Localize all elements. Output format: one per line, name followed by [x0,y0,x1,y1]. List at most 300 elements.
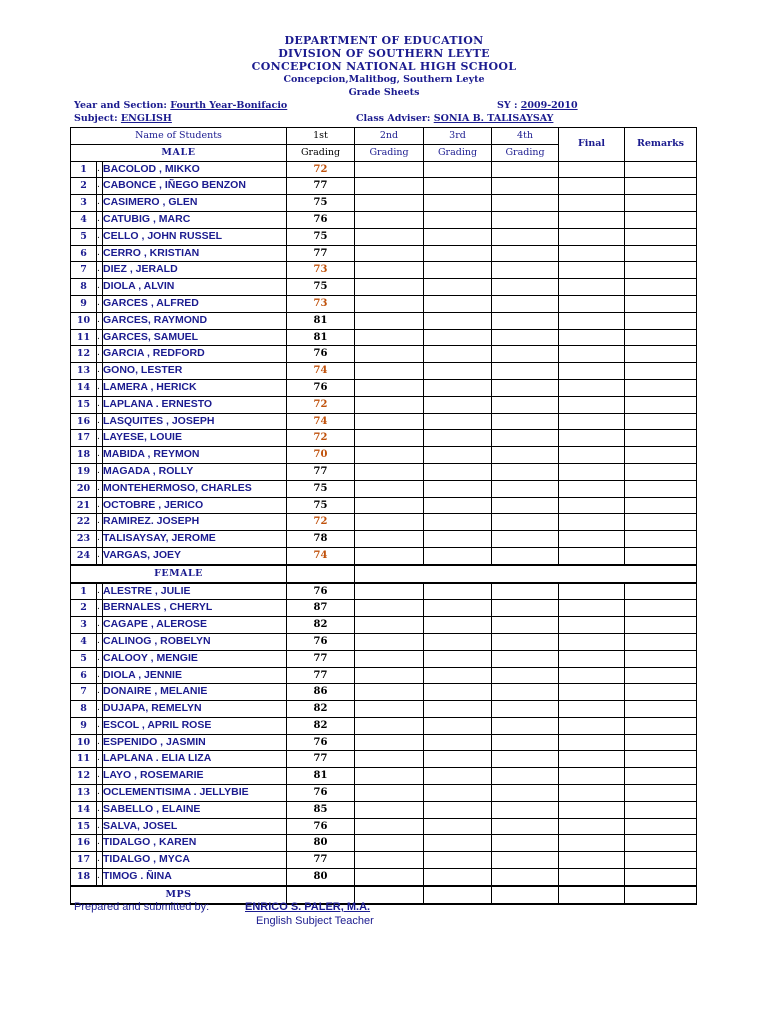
table-row [71,600,697,617]
first-grading-grade: 70 [287,447,355,464]
second-grading-cell [355,583,424,600]
remarks-cell [625,463,697,480]
second-grading-cell [355,379,424,396]
remarks-cell [625,633,697,650]
subject-label: Subject: [74,113,118,124]
final-cell [559,768,625,785]
third-grading-cell [424,701,492,718]
second-grading-cell [355,346,424,363]
fourth-grading-cell [492,818,559,835]
third-grading-cell [424,835,492,852]
second-grading-cell [355,447,424,464]
remarks-cell [625,480,697,497]
third-grading-cell [424,514,492,531]
final-cell [559,852,625,869]
school-year [497,100,578,111]
third-grading-cell [424,633,492,650]
first-grading-grade: 72 [287,430,355,447]
second-grading-cell [355,547,424,564]
table-row [71,684,697,701]
row-marker: . [97,547,103,564]
final-cell [559,312,625,329]
remarks-cell [625,600,697,617]
third-grading-cell [424,801,492,818]
row-marker: . [97,835,103,852]
row-marker: . [97,279,103,296]
table-row [71,262,697,279]
student-name: CELLO , JOHN RUSSEL [103,228,287,245]
remarks-cell [625,346,697,363]
first-grading-grade: 76 [287,211,355,228]
remarks-cell [625,245,697,262]
row-marker: . [97,701,103,718]
fourth-grading-cell [492,312,559,329]
second-grading-cell [355,279,424,296]
row-marker: . [97,650,103,667]
female-first-grading-cell [287,565,355,583]
header-row-1 [71,128,697,145]
second-grading-cell [355,835,424,852]
school-year-value: 2009-2010 [520,100,578,111]
remarks-cell [625,531,697,548]
row-number: 24 [71,547,97,564]
second-grading-header-top: 2nd [355,128,424,145]
remarks-cell [625,818,697,835]
fourth-grading-cell [492,633,559,650]
row-marker: . [97,667,103,684]
second-grading-cell [355,312,424,329]
row-marker: . [97,514,103,531]
remarks-cell [625,430,697,447]
third-grading-cell [424,279,492,296]
student-name: TIDALGO , MYCA [103,852,287,869]
row-marker: . [97,447,103,464]
prepared-by-label: Prepared and submitted by: [74,901,210,913]
department-title: DEPARTMENT OF EDUCATION [284,34,484,47]
row-number: 12 [71,346,97,363]
first-grading-grade: 72 [287,161,355,178]
first-grading-header-bottom: Grading [287,144,355,161]
remarks-cell [625,869,697,886]
row-marker: . [97,869,103,886]
mps-final [559,886,625,904]
row-marker: . [97,717,103,734]
row-marker: . [97,195,103,212]
third-grading-cell [424,785,492,802]
first-grading-grade: 72 [287,514,355,531]
second-grading-cell [355,480,424,497]
row-marker: . [97,346,103,363]
third-grading-header-top: 3rd [424,128,492,145]
second-grading-cell [355,684,424,701]
fourth-grading-cell [492,734,559,751]
third-grading-cell [424,852,492,869]
fourth-grading-cell [492,852,559,869]
final-cell [559,379,625,396]
third-grading-cell [424,430,492,447]
remarks-cell [625,363,697,380]
final-cell [559,430,625,447]
table-row [71,547,697,564]
row-number: 19 [71,463,97,480]
row-number: 6 [71,245,97,262]
remarks-cell [625,835,697,852]
row-marker: . [97,245,103,262]
third-grading-cell [424,734,492,751]
third-grading-cell [424,178,492,195]
table-row [71,650,697,667]
second-grading-cell [355,396,424,413]
row-marker: . [97,178,103,195]
student-name: OCTOBRE , JERICO [103,497,287,514]
class-adviser [356,113,553,124]
table-row [71,617,697,634]
student-name: SABELLO , ELAINE [103,801,287,818]
row-number: 17 [71,430,97,447]
teacher-name: ENRICO S. PALER, M.A. [245,901,371,913]
final-cell [559,245,625,262]
final-cell [559,463,625,480]
row-number: 9 [71,717,97,734]
fourth-grading-cell [492,667,559,684]
final-cell [559,228,625,245]
school-year-label: SY : [497,100,518,111]
final-cell [559,583,625,600]
second-grading-cell [355,717,424,734]
student-name: TIDALGO , KAREN [103,835,287,852]
first-grading-grade: 81 [287,329,355,346]
student-name: TIMOG . ÑINA [103,869,287,886]
table-row [71,178,697,195]
third-grading-cell [424,245,492,262]
row-number: 21 [71,497,97,514]
fourth-grading-cell [492,701,559,718]
table-row [71,396,697,413]
year-section [74,100,287,111]
table-row [71,211,697,228]
first-grading-grade: 77 [287,751,355,768]
fourth-grading-cell [492,228,559,245]
second-grading-cell [355,329,424,346]
table-row [71,734,697,751]
final-cell [559,396,625,413]
row-marker: . [97,329,103,346]
row-number: 15 [71,396,97,413]
student-name: GARCES , ALFRED [103,295,287,312]
third-grading-cell [424,684,492,701]
fourth-grading-cell [492,835,559,852]
fourth-grading-cell [492,363,559,380]
remarks-cell [625,801,697,818]
row-number: 15 [71,818,97,835]
fourth-grading-cell [492,295,559,312]
remarks-cell [625,413,697,430]
first-grading-grade: 80 [287,835,355,852]
table-row [71,312,697,329]
table-row [71,228,697,245]
third-grading-cell [424,547,492,564]
third-grading-cell [424,751,492,768]
second-grading-cell [355,497,424,514]
table-row [71,751,697,768]
final-cell [559,650,625,667]
remarks-cell [625,547,697,564]
second-grading-cell [355,363,424,380]
student-name: DIOLA , JENNIE [103,667,287,684]
fourth-grading-cell [492,801,559,818]
remarks-cell [625,195,697,212]
third-grading-cell [424,329,492,346]
class-adviser-value: SONIA B. TALISAYSAY [433,113,554,124]
final-cell [559,262,625,279]
final-cell [559,734,625,751]
table-row [71,801,697,818]
final-cell [559,497,625,514]
remarks-cell [625,262,697,279]
second-grading-cell [355,852,424,869]
final-cell [559,633,625,650]
table-row [71,768,697,785]
fourth-grading-cell [492,279,559,296]
remarks-cell [625,312,697,329]
second-grading-cell [355,178,424,195]
student-name: LAPLANA . ERNESTO [103,396,287,413]
remarks-cell [625,785,697,802]
row-number: 23 [71,531,97,548]
row-marker: . [97,312,103,329]
mps-remarks [625,886,697,904]
first-grading-grade: 77 [287,178,355,195]
row-number: 7 [71,684,97,701]
final-cell [559,717,625,734]
row-number: 5 [71,228,97,245]
row-number: 1 [71,583,97,600]
table-row [71,195,697,212]
final-cell [559,161,625,178]
first-grading-grade: 76 [287,818,355,835]
remarks-cell [625,295,697,312]
fourth-grading-cell [492,684,559,701]
row-number: 18 [71,447,97,464]
row-marker: . [97,463,103,480]
row-number: 9 [71,295,97,312]
student-name: MAGADA , ROLLY [103,463,287,480]
student-name: ESCOL , APRIL ROSE [103,717,287,734]
remarks-cell [625,161,697,178]
table-row [71,245,697,262]
remarks-cell [625,497,697,514]
first-grading-grade: 72 [287,396,355,413]
fourth-grading-cell [492,531,559,548]
row-marker: . [97,751,103,768]
female-section-row [71,565,697,583]
fourth-grading-cell [492,785,559,802]
second-grading-cell [355,617,424,634]
row-number: 6 [71,667,97,684]
second-grading-cell [355,734,424,751]
final-cell [559,329,625,346]
document-title: Grade Sheets [348,87,420,98]
second-grading-cell [355,245,424,262]
student-name: GARCES, RAYMOND [103,312,287,329]
remarks-cell [625,178,697,195]
second-grading-cell [355,751,424,768]
fourth-grading-cell [492,497,559,514]
row-number: 17 [71,852,97,869]
row-marker: . [97,161,103,178]
table-row [71,413,697,430]
second-grading-header-bottom: Grading [355,144,424,161]
row-marker: . [97,684,103,701]
final-cell [559,531,625,548]
first-grading-grade: 73 [287,262,355,279]
third-grading-cell [424,480,492,497]
final-cell [559,801,625,818]
table-row [71,869,697,886]
student-name: LAPLANA . ELIA LIZA [103,751,287,768]
class-adviser-label: Class Adviser: [356,113,431,124]
fourth-grading-cell [492,547,559,564]
remarks-cell [625,211,697,228]
remarks-cell [625,768,697,785]
first-grading-grade: 77 [287,650,355,667]
third-grading-cell [424,768,492,785]
student-name: TALISAYSAY, JEROME [103,531,287,548]
final-cell [559,667,625,684]
table-row [71,818,697,835]
row-number: 14 [71,801,97,818]
third-grading-header-bottom: Grading [424,144,492,161]
teacher-title: English Subject Teacher [256,915,374,927]
third-grading-cell [424,447,492,464]
final-cell [559,751,625,768]
table-row [71,717,697,734]
second-grading-cell [355,413,424,430]
third-grading-cell [424,717,492,734]
table-row [71,633,697,650]
third-grading-cell [424,211,492,228]
row-number: 12 [71,768,97,785]
fourth-grading-cell [492,650,559,667]
remarks-cell [625,447,697,464]
row-number: 11 [71,329,97,346]
student-name: CASIMERO , GLEN [103,195,287,212]
remarks-cell [625,751,697,768]
final-cell [559,178,625,195]
fourth-grading-cell [492,600,559,617]
row-marker: . [97,633,103,650]
fourth-grading-header-top: 4th [492,128,559,145]
student-name: GONO, LESTER [103,363,287,380]
row-number: 20 [71,480,97,497]
first-grading-grade: 82 [287,617,355,634]
first-grading-header-top: 1st [287,128,355,145]
female-section-header: FEMALE [71,565,287,583]
fourth-grading-cell [492,195,559,212]
first-grading-grade: 81 [287,768,355,785]
remarks-cell [625,684,697,701]
fourth-grading-cell [492,413,559,430]
row-marker: . [97,583,103,600]
table-row [71,852,697,869]
row-number: 11 [71,751,97,768]
third-grading-cell [424,413,492,430]
remarks-cell [625,701,697,718]
second-grading-cell [355,818,424,835]
table-row [71,514,697,531]
student-name: DIOLA , ALVIN [103,279,287,296]
final-cell [559,363,625,380]
male-section-header: MALE [71,144,287,161]
first-grading-grade: 74 [287,547,355,564]
fourth-grading-cell [492,396,559,413]
table-row [71,583,697,600]
final-cell [559,818,625,835]
student-name: VARGAS, JOEY [103,547,287,564]
subject [74,113,172,124]
second-grading-cell [355,531,424,548]
third-grading-cell [424,531,492,548]
student-name: GARCIA , REDFORD [103,346,287,363]
fourth-grading-cell [492,514,559,531]
final-cell [559,785,625,802]
student-name: BACOLOD , MIKKO [103,161,287,178]
row-number: 10 [71,312,97,329]
fourth-grading-cell [492,329,559,346]
final-cell [559,514,625,531]
row-number: 4 [71,211,97,228]
remarks-cell [625,617,697,634]
student-name: ESPENIDO , JASMIN [103,734,287,751]
remarks-cell [625,279,697,296]
second-grading-cell [355,869,424,886]
fourth-grading-cell [492,751,559,768]
third-grading-cell [424,295,492,312]
remarks-cell [625,228,697,245]
row-marker: . [97,600,103,617]
fourth-grading-cell [492,211,559,228]
table-row [71,497,697,514]
remarks-cell [625,667,697,684]
student-name: LAYO , ROSEMARIE [103,768,287,785]
first-grading-grade: 74 [287,413,355,430]
row-number: 5 [71,650,97,667]
remarks-cell [625,852,697,869]
remarks-header-cell [625,128,697,162]
first-grading-grade: 77 [287,852,355,869]
third-grading-cell [424,396,492,413]
first-grading-grade: 76 [287,785,355,802]
fourth-grading-cell [492,245,559,262]
third-grading-cell [424,463,492,480]
table-row [71,480,697,497]
first-grading-grade: 77 [287,245,355,262]
final-cell [559,684,625,701]
third-grading-cell [424,600,492,617]
remarks-cell [625,650,697,667]
fourth-grading-cell [492,480,559,497]
third-grading-cell [424,346,492,363]
row-marker: . [97,531,103,548]
row-marker: . [97,480,103,497]
third-grading-cell [424,818,492,835]
row-number: 14 [71,379,97,396]
third-grading-cell [424,161,492,178]
table-row [71,279,697,296]
female-blank-cell [355,565,697,583]
row-marker: . [97,379,103,396]
student-name: CAGAPE , ALEROSE [103,617,287,634]
